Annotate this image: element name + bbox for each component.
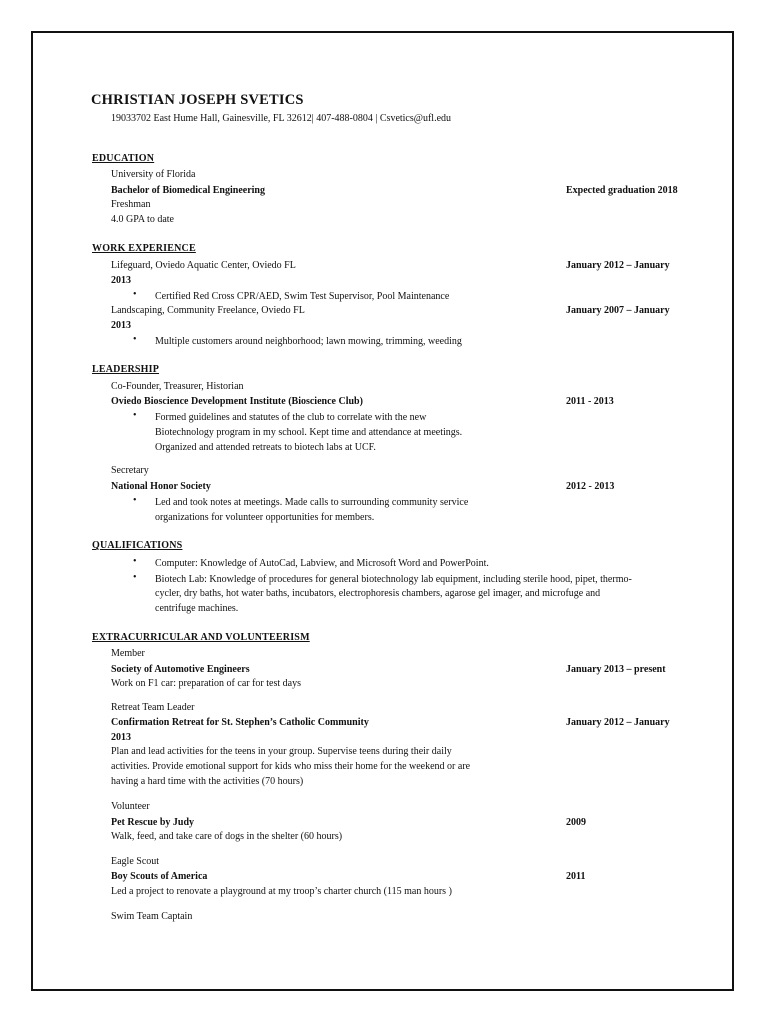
extracurricular-date: January 2013 – present <box>566 664 666 675</box>
extracurricular-line: Work on F1 car: preparation of car for test days <box>111 678 301 689</box>
resume-page <box>31 31 734 991</box>
leadership-date: 2011 - 2013 <box>566 396 614 407</box>
bullet-icon: • <box>133 572 137 583</box>
education-school: University of Florida <box>111 169 196 180</box>
extracurricular-line: Plan and lead activities for the teens in your group. Supervise teens during their daily <box>111 746 452 757</box>
work-date: January 2012 – January <box>566 260 670 271</box>
extracurricular-role: Eagle Scout <box>111 856 160 867</box>
extracurricular-date-year: 2013 <box>111 732 131 743</box>
extracurricular-role: Retreat Team Leader <box>111 702 195 713</box>
extracurricular-date: 2011 <box>566 871 586 882</box>
qualification-lab-line: centrifuge machines. <box>155 603 239 614</box>
leadership-date: 2012 - 2013 <box>566 481 615 492</box>
leadership-line: Organized and attended retreats to biotech labs at UCF. <box>155 442 376 453</box>
extracurricular-line: Led a project to renovate a playground at my troop’s charter church (115 man hours ) <box>111 886 452 897</box>
work-bullet: Certified Red Cross CPR/AED, Swim Test Supervisor, Pool Maintenance <box>155 291 450 302</box>
extracurricular-org: Confirmation Retreat for St. Stephen’s Catholic Community <box>111 717 369 728</box>
extracurricular-org: Pet Rescue by Judy <box>111 817 195 828</box>
extracurricular-date: 2009 <box>566 817 586 828</box>
education-year: Freshman <box>111 199 151 210</box>
qualification-computer: Computer: Knowledge of AutoCad, Labview, and Microsoft Word and PowerPoint. <box>155 558 489 569</box>
candidate-name: CHRISTIAN JOSEPH SVETICS <box>91 92 304 108</box>
extracurricular-role: Member <box>111 648 145 659</box>
qualification-lab-line: Biotech Lab: Knowledge of procedures for general biotechnology lab equipment, including sterile hood, pipet, thermo- <box>155 574 632 585</box>
education-degree: Bachelor of Biomedical Engineering <box>111 185 265 196</box>
leadership-line: Formed guidelines and statutes of the club to correlate with the new <box>155 412 427 423</box>
section-heading-education: EDUCATION <box>92 153 155 164</box>
extracurricular-role: Swim Team Captain <box>111 911 193 922</box>
section-heading-leadership: LEADERSHIP <box>92 364 160 375</box>
work-date-year: 2013 <box>111 275 131 286</box>
leadership-role: Secretary <box>111 465 149 476</box>
bullet-icon: • <box>133 289 137 300</box>
leadership-role: Co-Founder, Treasurer, Historian <box>111 381 244 392</box>
extracurricular-date: January 2012 – January <box>566 717 670 728</box>
extracurricular-line: Walk, feed, and take care of dogs in the shelter (60 hours) <box>111 831 343 842</box>
education-date: Expected graduation 2018 <box>566 185 678 196</box>
leadership-org: Oviedo Bioscience Development Institute (Bioscience Club) <box>111 396 363 407</box>
leadership-org: National Honor Society <box>111 481 211 492</box>
contact-line: 19033702 East Hume Hall, Gainesville, FL 32612| 407-488-0804 | Csvetics@ufl.edu <box>111 113 452 124</box>
section-heading-qualifications: QUALIFICATIONS <box>92 540 183 551</box>
leadership-line: organizations for volunteer opportunities for members. <box>155 512 375 523</box>
section-heading-extracurricular: EXTRACURRICULAR AND VOLUNTEERISM <box>92 632 310 643</box>
leadership-line: Led and took notes at meetings. Made calls to surrounding community service <box>155 497 469 508</box>
work-date: January 2007 – January <box>566 305 670 316</box>
bullet-icon: • <box>133 334 137 345</box>
work-date-year: 2013 <box>111 320 131 331</box>
bullet-icon: • <box>133 556 137 567</box>
work-title: Lifeguard, Oviedo Aquatic Center, Oviedo FL <box>111 260 296 271</box>
extracurricular-line: having a hard time with the activities (70 hours) <box>111 776 304 787</box>
work-title: Landscaping, Community Freelance, Oviedo FL <box>111 305 305 316</box>
extracurricular-line: activities. Provide emotional support for kids who miss their home for the weekend or are <box>111 761 471 772</box>
bullet-icon: • <box>133 410 137 421</box>
section-heading-work: WORK EXPERIENCE <box>92 243 196 254</box>
qualification-lab-line: cycler, dry baths, hot water baths, incubators, electrophoresis chambers, agarose gel imager, and microfuge and <box>155 588 601 599</box>
extracurricular-org: Society of Automotive Engineers <box>111 664 250 675</box>
extracurricular-org: Boy Scouts of America <box>111 871 208 882</box>
extracurricular-role: Volunteer <box>111 801 150 812</box>
education-gpa: 4.0 GPA to date <box>111 214 174 225</box>
bullet-icon: • <box>133 495 137 506</box>
work-bullet: Multiple customers around neighborhood; lawn mowing, trimming, weeding <box>155 336 462 347</box>
leadership-line: Biotechnology program in my school. Kept time and attendance at meetings. <box>155 427 463 438</box>
